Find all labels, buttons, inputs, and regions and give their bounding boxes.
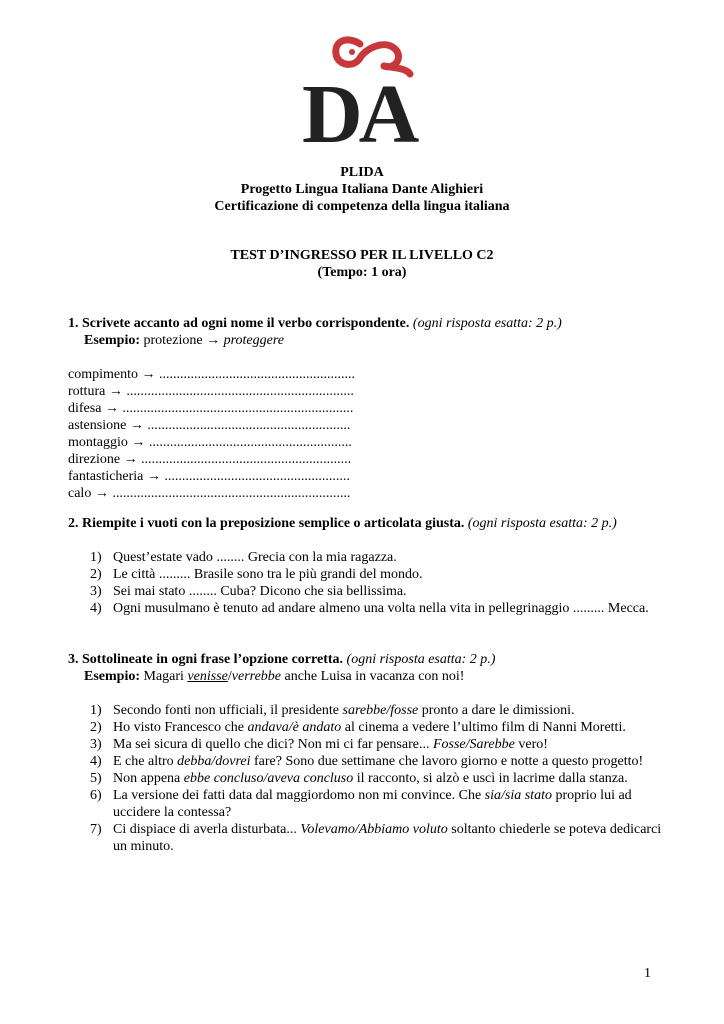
exercise-2-title: 2. Riempite i vuoti con la preposizione semplice o articolata giusta.	[68, 516, 465, 531]
example-correct-option: venisse	[187, 669, 228, 684]
project-name: Progetto Lingua Italiana Dante Alighieri	[240, 182, 484, 197]
word-item: fantasticheria → .....................................................	[68, 469, 350, 484]
exercise-1-heading	[68, 315, 668, 332]
list-item: 4) E che altro debba/dovrei fare? Sono due settimane che lavoro giorno e notte a questo progetto!	[90, 754, 644, 769]
example-answer: proteggere	[223, 333, 284, 348]
list-item: 5) Non appena ebbe concluso/aveva concluso il racconto, si alzò e uscì in lacrime dalla stanza.	[90, 771, 628, 786]
exercise-3-example: Esempio: Magari venisse/verrebbe anche Luisa in vacanza con noi!	[84, 669, 465, 684]
page-number: 1	[644, 966, 651, 981]
test-time: (Tempo: 1 ora)	[317, 265, 407, 280]
exercise-3-title: 3. Sottolineate in ogni frase l’opzione corretta.	[68, 652, 344, 667]
exercise-1-example	[68, 332, 668, 349]
exercise-1	[68, 315, 668, 502]
exercise-3-list	[68, 702, 668, 855]
exercise-3-points: (ogni risposta esatta: 2 p.)	[346, 652, 496, 667]
exercise-1-items	[68, 366, 668, 502]
word-item: rottura → .................................................................	[68, 384, 354, 399]
list-item: 1) Quest’estate vado ........ Grecia con la mia ragazza.	[90, 550, 397, 565]
list-item: 6) La versione dei fatti data dal maggiordomo non mi convince. Che sia/sia stato proprio lui ad uccidere la contessa?	[90, 788, 632, 820]
test-title: TEST D’INGRESSO PER IL LIVELLO C2	[230, 248, 494, 263]
header-block	[0, 164, 724, 215]
exercise-3-heading	[68, 651, 668, 668]
exercise-1-title: 1. Scrivete accanto ad ogni nome il verbo corrispondente.	[68, 316, 410, 331]
test-title-block	[0, 247, 724, 281]
word-item: difesa → ..................................................................	[68, 401, 354, 416]
word-item: montaggio → ..........................................................	[68, 435, 352, 450]
org-name: PLIDA	[340, 165, 384, 180]
list-item: 3) Sei mai stato ........ Cuba? Dicono che sia bellissima.	[90, 584, 407, 599]
word-item: direzione → ............................................................	[68, 452, 352, 467]
example-wrong-option: verrebbe	[231, 669, 281, 684]
list-item: 1) Secondo fonti non ufficiali, il presidente sarebbe/fosse pronto a dare le dimissioni.	[90, 703, 575, 718]
list-item: 4) Ogni musulmano è tenuto ad andare almeno una volta nella vita in pellegrinaggio ......... Mecca.	[90, 601, 649, 616]
logo-letters: DA	[302, 68, 416, 146]
exercise-2-heading	[68, 515, 668, 532]
dante-alighieri-logo	[300, 34, 422, 146]
exercise-2	[68, 515, 668, 617]
word-item: astensione → ..........................................................	[68, 418, 351, 433]
exercise-2-points: (ogni risposta esatta: 2 p.)	[467, 516, 617, 531]
exercise-3	[68, 651, 668, 855]
word-item: compimento → ........................................................	[68, 367, 355, 382]
exercise-2-list	[68, 549, 668, 617]
list-item: 2) Ho visto Francesco che andava/è andato al cinema a vedere l’ultimo film di Nanni Moretti.	[90, 720, 626, 735]
list-item: 7) Ci dispiace di averla disturbata... Volevamo/Abbiamo voluto soltanto chiederle se poteva dedicarci un minuto.	[90, 822, 662, 854]
list-item: 3) Ma sei sicura di quello che dici? Non mi ci far pensare... Fosse/Sarebbe vero!	[90, 737, 548, 752]
word-item: calo → ....................................................................	[68, 486, 351, 501]
list-item: 2) Le città ......... Brasile sono tra le più grandi del mondo.	[90, 567, 423, 582]
example-word: protezione →	[143, 333, 221, 348]
exercise-1-points: (ogni risposta esatta: 2 p.)	[412, 316, 562, 331]
cert-name: Certificazione di competenza della lingua italiana	[214, 199, 510, 214]
example-label: Esempio:	[84, 333, 140, 348]
